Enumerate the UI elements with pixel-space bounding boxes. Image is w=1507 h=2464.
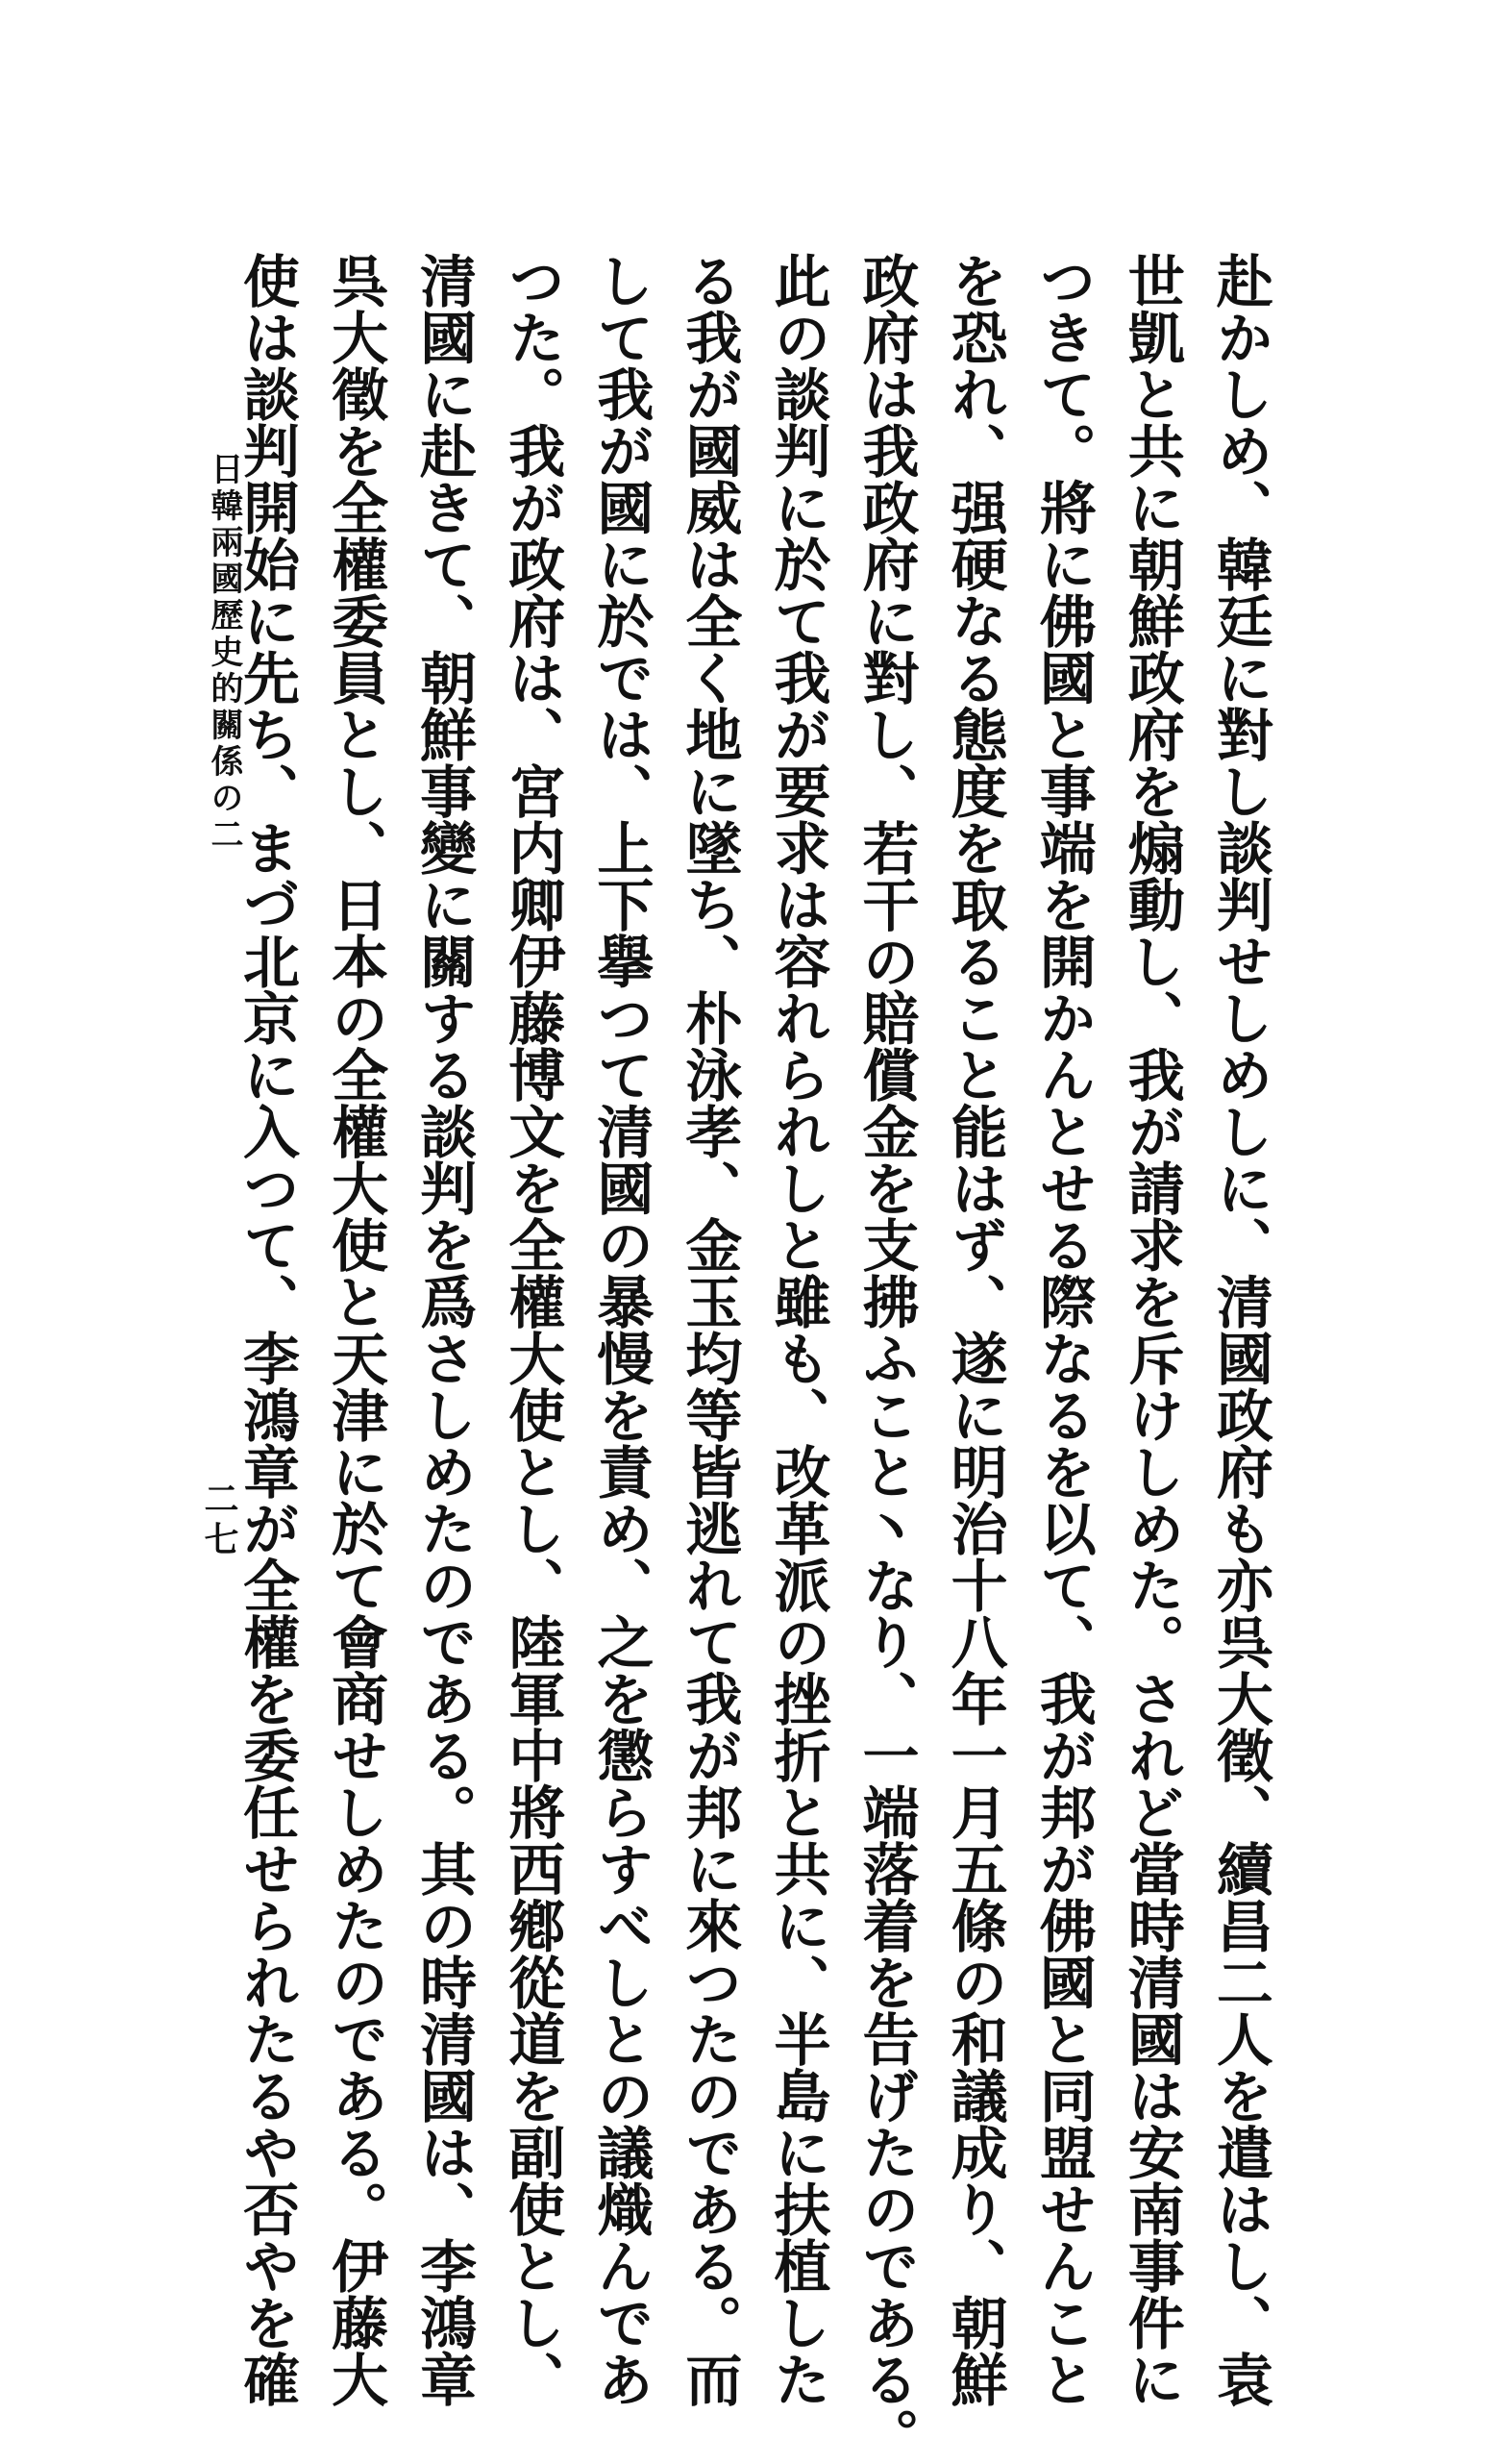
running-title: 日韓兩國歷史的關係の二 xyxy=(205,452,243,854)
text-line: つた。我が政府は、宮内卿伊藤博文を全權大使とし、陸軍中將西鄕從道を副使とし、 xyxy=(499,252,566,2407)
text-line: を恐れ、强硬なる態度を取ること能はず、遂に明治十八年一月五條の和議成り、朝鮮 xyxy=(941,252,1008,2407)
text-line: 使は談判開始に先ち、まづ北京に入つて、李鴻章が全權を委任せられたるや否やを確 xyxy=(234,252,300,2407)
text-line: る我が國威は全く地に墜ち、朴泳孝、金玉均等皆逃れて我が邦に來つたのである。而 xyxy=(676,252,743,2407)
text-line: つきて。將に佛國と事端を開かんとせる際なるを以て、我が邦が佛國と同盟せんこと xyxy=(1029,252,1097,2407)
text-line: 赴かしめ、韓廷に對し談判せしめしに、清國政府も亦呉大徵、續昌二人を遣はし、袁 xyxy=(1206,252,1273,2407)
text-line: 清國に赴きて、朝鮮事變に關する談判を爲さしめたのである。其の時清國は、李鴻章 xyxy=(410,252,478,2407)
text-line: 世凱と共に朝鮮政府を煽動し、我が請求を斥けしめた。されど當時清國は安南事件に xyxy=(1118,252,1185,2407)
text-line: 政府は我政府に對し、若干の賠償金を支拂ふこと丶なり、一端落着を告げたのである。 xyxy=(852,252,920,2464)
text-line: 此の談判に於て我が要求は容れられしと雖も、改革派の挫折と共に、半島に扶植した xyxy=(764,252,831,2407)
text-line: して我が國に於では、上下擧つて清國の暴慢を責め、之を懲らすべしとの議熾んであ xyxy=(587,252,655,2407)
body-text xyxy=(234,252,1273,2464)
page-number: 二七 xyxy=(199,1481,239,1561)
text-line: 呉大徵を全權委員とし、日本の全權大使と天津に於て會商せしめたのである。伊藤大 xyxy=(322,252,389,2407)
